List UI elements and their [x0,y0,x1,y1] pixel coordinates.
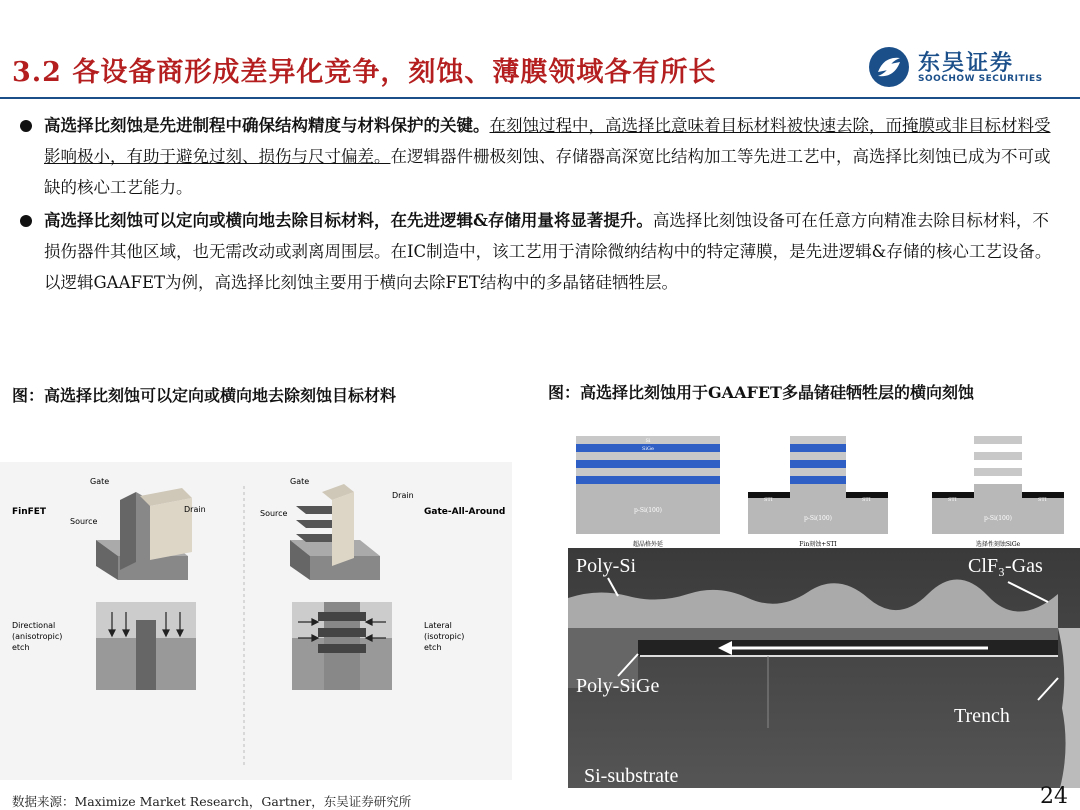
figure-right-caption: 图：高选择比刻蚀用于GAAFET多晶锗硅牺牲层的横向刻蚀 [548,383,974,402]
poly-si-label: Poly-Si [576,555,637,577]
company-logo [868,46,1068,90]
gas-label: ClF₃-Gas [968,555,1043,577]
source-label-right: Source [260,509,288,518]
trench-label: Trench [954,705,1010,727]
finfet-gaa-etch-figure [0,462,512,780]
gaa-process-steps-figure [568,428,1080,550]
bullet-2-plain: 高选择比刻蚀设备可在任意方向精准去除目标材料，不损伤器件其他区域，也无需改动或剥离周围层。在IC制造中，该工艺用于清除微纳结构中的特定薄膜，是先进逻辑&存储的核心工艺设备。以逻辑GAAFET为例，高选择比刻蚀主要用于横向去除FET结构中的多晶锗硅牺牲层。 [44,211,1052,292]
step1-si-label: Si [645,438,651,444]
directional-label-1: Directional [12,621,56,630]
bullet-item-2 [14,205,1064,298]
logo-text-en: SOOCHOW SECURITIES [918,74,1043,84]
lateral-etch-diagram [292,602,392,690]
bullet-1-plain: 在逻辑器件栅极刻蚀、存储器高深宽比结构加工等先进工艺中，高选择比刻蚀已成为不可或缺的核心工艺能力。 [44,147,1051,197]
step2-sti-right: STI [862,497,871,503]
gaa-label: Gate-All-Around [424,507,506,517]
step3-sti-left: STI [948,497,957,503]
header-divider [0,97,1080,99]
bullet-item-1 [14,110,1064,203]
logo-text-cn: 东吴证券 [918,51,1015,76]
bullet-1-underlined: 在刻蚀过程中，高选择比意味着目标材料被快速去除，而掩膜或非目标材料受影响极小，有助于避免过刻、损伤与尺寸偏差。 [44,116,1051,166]
bullet-1-bold: 高选择比刻蚀是先进制程中确保结构精度与材料保护的关键。 [44,116,490,135]
lateral-label-1: Lateral [424,621,452,630]
step3-caption: 选择性刻蚀SiGe [975,541,1021,548]
lateral-label-3: etch [424,643,442,652]
page-title: 3.2 各设备商形成差异化竞争，刻蚀、薄膜领域各有所长 [12,57,717,88]
step3-psi-label: p-Si(100) [983,515,1013,522]
poly-sige-label: Poly-SiGe [576,675,660,697]
step1-caption-text: 超晶格外延 [632,541,664,548]
drain-label-left: Drain [184,505,206,514]
drain-label-right: Drain [392,491,414,500]
directional-label-3: etch [12,643,30,652]
bullet-2-bold: 高选择比刻蚀可以定向或横向地去除目标材料，在先进逻辑&存储用量将显著提升。 [44,211,653,230]
soochow-logo-icon [868,46,910,88]
step3-sti-right: STI [1038,497,1047,503]
substrate-label: Si-substrate [584,765,679,787]
step1-sige-label: SiGe [642,446,654,452]
bullet-list [14,110,1064,300]
bullet-dot-icon [20,120,32,132]
step2-sti-left: STI [764,497,773,503]
finfet-label: FinFET [12,507,47,517]
lateral-label-2: (isotropic) [424,632,465,641]
figure-left-caption: 图：高选择比刻蚀可以定向或横向地去除刻蚀目标材料 [12,386,397,405]
source-label-left: Source [70,517,98,526]
step2-psi-label: p-Si(100) [803,515,833,522]
page-number: 24 [1040,784,1068,809]
step1-psi-label: p-Si(100) [633,507,663,514]
data-source-footnote: 数据来源：Maximize Market Research，Gartner，东吴证券研究所 [12,794,412,809]
directional-etch-diagram [96,602,196,690]
bullet-dot-icon [20,215,32,227]
gate-label-right: Gate [290,477,310,486]
sem-cross-section-image [568,548,1080,788]
directional-label-2: (anisotropic) [12,632,63,641]
step2-caption: Fin刻蚀+STI [799,541,837,548]
gate-label-left: Gate [90,477,110,486]
